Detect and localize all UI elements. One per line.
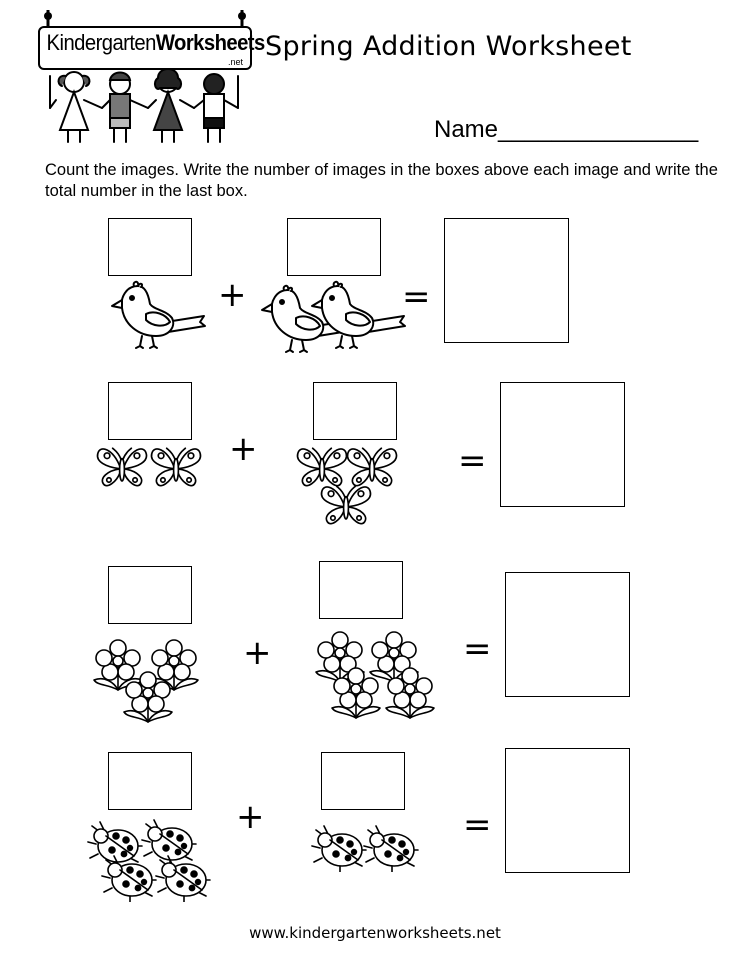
answer-box-left[interactable] <box>108 218 192 276</box>
answer-box-left[interactable] <box>108 382 192 440</box>
ladybug-icon <box>154 852 214 902</box>
name-field[interactable]: Name_______________ <box>434 116 699 143</box>
bird-icon <box>108 280 208 350</box>
equals-sign: = <box>463 805 492 845</box>
site-logo <box>0 0 265 150</box>
answer-box-left[interactable] <box>108 752 192 810</box>
answer-box-total[interactable] <box>444 218 569 343</box>
footer-url[interactable]: www.kindergartenworksheets.net <box>249 924 501 942</box>
plus-sign: + <box>243 633 272 673</box>
flower-icon <box>326 662 386 722</box>
answer-box-total[interactable] <box>505 748 630 873</box>
equals-sign: = <box>402 277 431 317</box>
worksheet-title: Spring Addition Worksheet <box>265 31 632 62</box>
answer-box-right[interactable] <box>313 382 397 440</box>
ladybug-icon <box>100 852 160 902</box>
equals-sign: = <box>458 441 487 481</box>
ladybug-icon <box>362 822 422 872</box>
butterfly-icon <box>318 480 374 528</box>
ladybug-icon <box>310 822 370 872</box>
instructions-text: Count the images. Write the number of images in the boxes above each image and write the total number in the last box. <box>45 161 718 200</box>
plus-sign: + <box>229 429 258 469</box>
butterfly-icon <box>94 442 150 490</box>
answer-box-right[interactable] <box>319 561 403 619</box>
answer-box-total[interactable] <box>505 572 630 697</box>
flower-icon <box>380 662 440 722</box>
plus-sign: + <box>236 797 265 837</box>
answer-box-right[interactable] <box>321 752 405 810</box>
answer-box-total[interactable] <box>500 382 625 507</box>
children-holding-hands-icon <box>44 68 244 148</box>
logo-text: KindergartenWorksheets <box>46 30 265 55</box>
equals-sign: = <box>463 629 492 669</box>
butterfly-icon <box>148 442 204 490</box>
logo-net-text: .net <box>228 57 244 67</box>
bird-icon <box>308 280 408 350</box>
plus-sign: + <box>218 275 247 315</box>
answer-box-left[interactable] <box>108 566 192 624</box>
answer-box-right[interactable] <box>287 218 381 276</box>
flower-icon <box>118 666 178 726</box>
